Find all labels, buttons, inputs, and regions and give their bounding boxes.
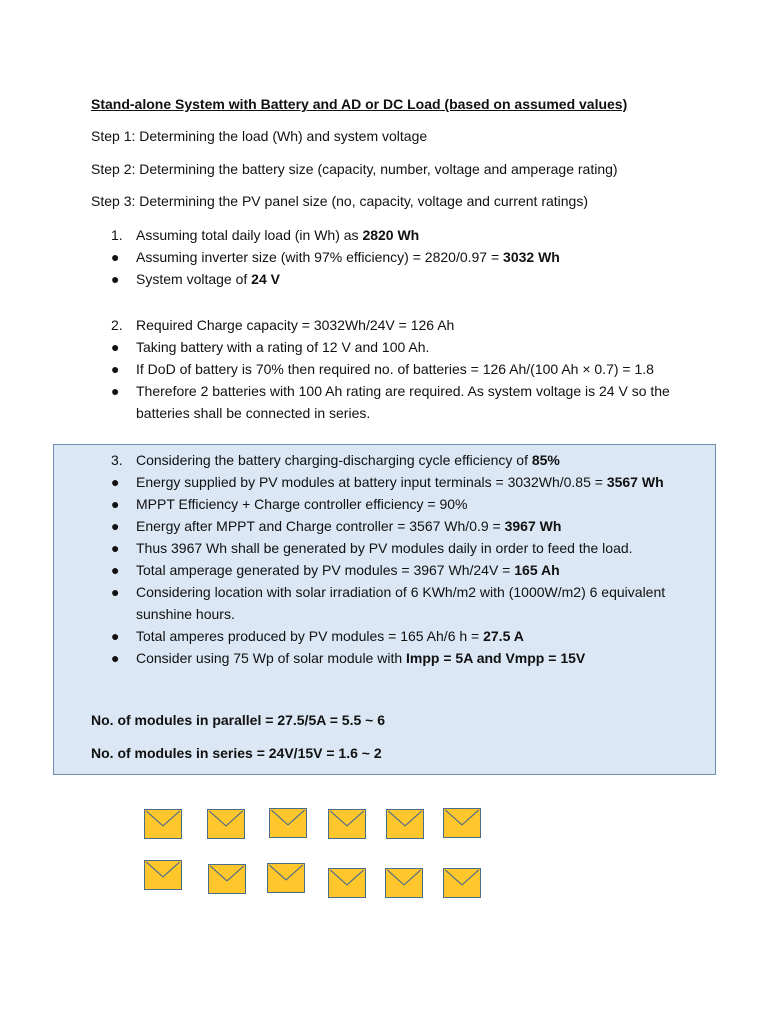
bullet-icon: ● xyxy=(111,540,120,556)
bullet-icon: ● xyxy=(111,584,120,600)
bullet-text: Assuming inverter size (with 97% efficiency) = 2820/0.97 = xyxy=(136,249,504,265)
bullet-icon: ● xyxy=(111,518,120,534)
bullet-value: 27.5 A xyxy=(483,628,524,644)
bullet-text: If DoD of battery is 70% then required no. of batteries = 126 Ah/(100 Ah × 0.7) = 1.8 xyxy=(136,361,654,377)
document-body xyxy=(91,93,691,115)
pv-module-icon xyxy=(207,809,245,839)
section-1-bullet-2 xyxy=(91,268,691,290)
bullet-value: 3567 Wh xyxy=(606,474,664,490)
pv-module-icon xyxy=(269,808,307,838)
step-3-wrap xyxy=(91,190,691,212)
section-1-bullet-1 xyxy=(91,246,691,268)
bullet-text: System voltage of xyxy=(136,271,252,287)
section-3-bullet-2 xyxy=(91,493,691,515)
step-1: Step 1: Determining the load (Wh) and system voltage xyxy=(91,128,428,144)
section-3 xyxy=(91,449,691,669)
pv-module-icon xyxy=(443,868,481,898)
section-2-bullet-1 xyxy=(91,336,691,358)
bullet-text: Taking battery with a rating of 12 V and 100 Ah. xyxy=(136,339,430,355)
section-3-bullet-4 xyxy=(91,537,691,559)
section-2-title-text: Required Charge capacity = 3032Wh/24V = 126 Ah xyxy=(136,317,455,333)
section-3-bullet-5 xyxy=(91,559,691,581)
pv-module-icon xyxy=(386,809,424,839)
document-heading: Stand-alone System with Battery and AD or DC Load (based on assumed values) xyxy=(91,96,628,112)
section-1-number: 1. xyxy=(111,227,123,243)
section-2 xyxy=(91,314,691,424)
pv-module-icon xyxy=(443,808,481,838)
bullet-value: Impp = 5A and Vmpp = 15V xyxy=(406,650,586,666)
bullet-icon: ● xyxy=(111,339,120,355)
bullet-value: 24 V xyxy=(251,271,280,287)
bullet-text: Total amperes produced by PV modules = 165 Ah/6 h = xyxy=(136,628,484,644)
section-3-bullet-6 xyxy=(91,581,691,625)
bullet-icon: ● xyxy=(111,628,120,644)
bullet-icon: ● xyxy=(111,383,120,399)
section-3-bullet-3 xyxy=(91,515,691,537)
bullet-value: 3967 Wh xyxy=(504,518,562,534)
step-2-wrap xyxy=(91,158,691,180)
section-1-title-text: Assuming total daily load (in Wh) as xyxy=(136,227,363,243)
bullet-icon: ● xyxy=(111,249,120,265)
section-2-bullet-3 xyxy=(91,380,691,424)
section-3-bullet-7 xyxy=(91,625,691,647)
pv-module-icon xyxy=(385,868,423,898)
section-1-title-value: 2820 Wh xyxy=(362,227,420,243)
section-3-title xyxy=(91,449,691,471)
section-3-title-text: Considering the battery charging-discharging cycle efficiency of xyxy=(136,452,532,468)
section-3-title-value: 85% xyxy=(531,452,560,468)
modules-in-series: No. of modules in series = 24V/15V = 1.6 ~ 2 xyxy=(91,745,382,761)
section-2-number: 2. xyxy=(111,317,123,333)
bullet-text: Total amperage generated by PV modules = 3967 Wh/24V = xyxy=(136,562,515,578)
bullet-text: Consider using 75 Wp of solar module with xyxy=(136,650,407,666)
step-list xyxy=(91,125,691,147)
bullet-icon: ● xyxy=(111,271,120,287)
section-3-bullet-8 xyxy=(91,647,691,669)
bullet-text: Energy supplied by PV modules at battery input terminals = 3032Wh/0.85 = xyxy=(136,474,607,490)
bullet-icon: ● xyxy=(111,496,120,512)
pv-module-icon xyxy=(267,863,305,893)
pv-module-icon xyxy=(328,809,366,839)
section-3-bullet-1 xyxy=(91,471,691,493)
section-2-bullet-2 xyxy=(91,358,691,380)
section-1 xyxy=(91,224,691,290)
step-2: Step 2: Determining the battery size (capacity, number, voltage and amperage rating) xyxy=(91,161,618,177)
bullet-text: Thus 3967 Wh shall be generated by PV modules daily in order to feed the load. xyxy=(136,540,633,556)
pv-module-icon xyxy=(208,864,246,894)
bullet-text: MPPT Efficiency + Charge controller efficiency = 90% xyxy=(136,496,468,512)
bullet-value: 3032 Wh xyxy=(503,249,560,265)
bullet-text: Therefore 2 batteries with 100 Ah rating are required. As system voltage is 24 V so the batteries shall be connected in series. xyxy=(136,383,670,421)
bullet-icon: ● xyxy=(111,650,120,666)
bullet-icon: ● xyxy=(111,361,120,377)
section-3-number: 3. xyxy=(111,452,123,468)
bullet-icon: ● xyxy=(111,562,120,578)
pv-module-icon xyxy=(144,809,182,839)
bullet-value: 165 Ah xyxy=(514,562,560,578)
pv-module-icon xyxy=(328,868,366,898)
bullet-text: Considering location with solar irradiation of 6 KWh/m2 with (1000W/m2) 6 equivalent sunshine hours. xyxy=(136,584,666,622)
section-1-title xyxy=(91,224,691,246)
bullet-text: Energy after MPPT and Charge controller = 3567 Wh/0.9 = xyxy=(136,518,505,534)
section-2-title xyxy=(91,314,691,336)
step-3: Step 3: Determining the PV panel size (no, capacity, voltage and current ratings) xyxy=(91,193,589,209)
bullet-icon: ● xyxy=(111,474,120,490)
modules-in-parallel: No. of modules in parallel = 27.5/5A = 5.5 ~ 6 xyxy=(91,712,385,728)
pv-module-icon xyxy=(144,860,182,890)
